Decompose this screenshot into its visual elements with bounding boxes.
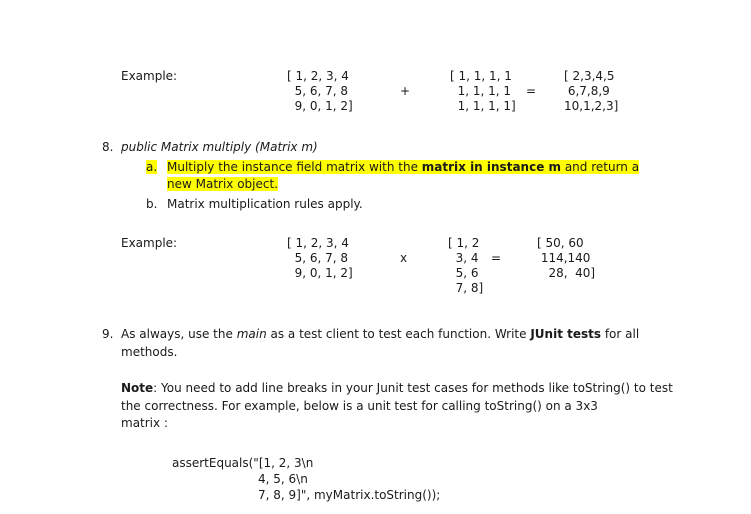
sub-item-marker: b.: [146, 197, 158, 211]
code-line: assertEquals("[1, 2, 3\n: [172, 456, 314, 470]
result-matrix: [ 50, 60 114,140 28, 40]: [537, 236, 596, 280]
matrix-b: [ 1, 1, 1, 1 1, 1, 1, 1 1, 1, 1, 1]: [450, 69, 516, 113]
matrix-b: [ 1, 2 3, 4 5, 6 7, 8]: [448, 236, 484, 295]
code-line: 4, 5, 6\n: [258, 472, 308, 486]
code-line: 7, 8, 9]", myMatrix.toString());: [258, 488, 441, 502]
item9-line2: methods.: [121, 345, 178, 359]
note-line2: the correctness. For example, below is a unit test for calling toString() on a 3x3: [121, 399, 598, 413]
sub-item-b-text: Matrix multiplication rules apply.: [167, 197, 363, 211]
matrix-a: [ 1, 2, 3, 4 5, 6, 7, 8 9, 0, 1, 2]: [287, 236, 353, 280]
plus-operator: +: [400, 84, 411, 98]
result-matrix: [ 2,3,4,5 6,7,8,9 10,1,2,3]: [564, 69, 619, 113]
method-signature: public Matrix multiply (Matrix m): [121, 140, 318, 154]
times-operator: x: [400, 251, 408, 265]
note-line1: Note: You need to add line breaks in your Junit test cases for methods like toString() to test: [121, 381, 673, 395]
item9-line1: As always, use the main as a test client to test each function. Write JUnit tests for all: [121, 327, 640, 341]
example-label: Example:: [121, 236, 178, 250]
note-line3: matrix :: [121, 416, 168, 430]
sub-item-a-line2: new Matrix object.: [167, 177, 279, 191]
matrix-a: [ 1, 2, 3, 4 5, 6, 7, 8 9, 0, 1, 2]: [287, 69, 353, 113]
equals-sign: =: [526, 84, 537, 98]
equals-sign: =: [491, 251, 502, 265]
example-label: Example:: [121, 69, 178, 83]
sub-item-marker: a.: [146, 160, 158, 174]
item-number: 8.: [102, 140, 114, 154]
item-number: 9.: [102, 327, 114, 341]
sub-item-a-line1: Multiply the instance field matrix with the matrix in instance m and return a: [167, 160, 640, 174]
